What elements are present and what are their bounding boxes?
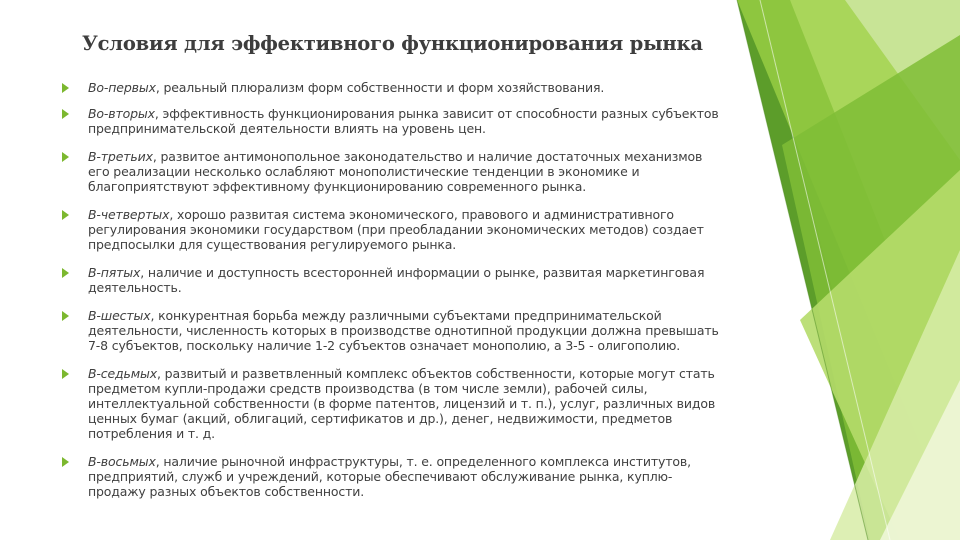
bullet-item xyxy=(62,454,722,499)
bullet-arrow-icon xyxy=(62,311,69,321)
bullet-text: , реальный плюрализм форм собственности и форм хозяйствования. xyxy=(155,80,605,95)
bullet-text: , развитое антимонопольное законодательство и наличие достаточных механизмов его реализации несколько ослабляют монополистические тенденции в экономике и благоприятствуют эффективному функционированию современного рынка. xyxy=(88,149,703,194)
bullet-arrow-icon xyxy=(62,268,69,278)
bullet-text: , наличие рыночной инфраструктуры, т. е. определенного комплекса институтов, предприятий, служб и учреждений, которые обеспечивают обслуживание рынка, куплю-продажу разных объектов собственности. xyxy=(88,454,691,499)
bullet-lead: В-шестых xyxy=(88,308,151,323)
bullet-item xyxy=(62,265,722,295)
bullet-arrow-icon xyxy=(62,210,69,220)
bullet-item xyxy=(62,80,722,95)
bullet-lead: Во-вторых xyxy=(88,106,155,121)
bullet-lead: В-третьих xyxy=(88,149,153,164)
bullet-lead: Во-первых xyxy=(88,80,156,95)
bullet-text: , эффективность функционирования рынка зависит от способности разных субъектов предпринимательской деятельности влиять на уровень цен. xyxy=(88,106,719,136)
bullet-arrow-icon xyxy=(62,457,69,467)
slide-title: Условия для эффективного функционирования рынка xyxy=(82,32,703,55)
bullet-item xyxy=(62,308,722,353)
bullet-item xyxy=(62,106,722,136)
bullet-text: , наличие и доступность всесторонней информации о рынке, развитая маркетинговая деятельность. xyxy=(88,265,705,295)
bullet-arrow-icon xyxy=(62,83,69,93)
bullet-arrow-icon xyxy=(62,152,69,162)
bullet-lead: В-седьмых xyxy=(88,366,158,381)
bullet-arrow-icon xyxy=(62,109,69,119)
bullet-item xyxy=(62,366,722,441)
bullet-lead: В-восьмых xyxy=(88,454,156,469)
bullet-text: , хорошо развитая система экономического, правового и административного регулирования экономики государством (при преобладании экономических методов) создает предпосылки для существования регулируемого рынка. xyxy=(88,207,704,252)
bullet-lead: В-пятых xyxy=(88,265,141,280)
bullet-list xyxy=(62,80,722,499)
bullet-arrow-icon xyxy=(62,369,69,379)
bullet-item xyxy=(62,149,722,194)
bullet-item xyxy=(62,207,722,252)
bullet-text: , конкурентная борьба между различными субъектами предпринимательской деятельности, численность которых в производстве однотипной продукции должна превышать 7-8 субъектов, поскольку наличие 1-2 субъектов означает монополию, а 3-5 - олигополию. xyxy=(88,308,719,353)
bullet-lead: В-четвертых xyxy=(88,207,170,222)
bullet-text: , развитый и разветвленный комплекс объектов собственности, которые могут стать предметом купли-продажи средств производства (в том числе земли), рабочей силы, интеллектуальной собственности (в форме патентов, лицензий и т. п.), услуг, различных видов ценных бумаг (акций, облигаций, сертификатов и др.), денег, недвижимости, предметов потребления и т. д. xyxy=(88,366,716,441)
